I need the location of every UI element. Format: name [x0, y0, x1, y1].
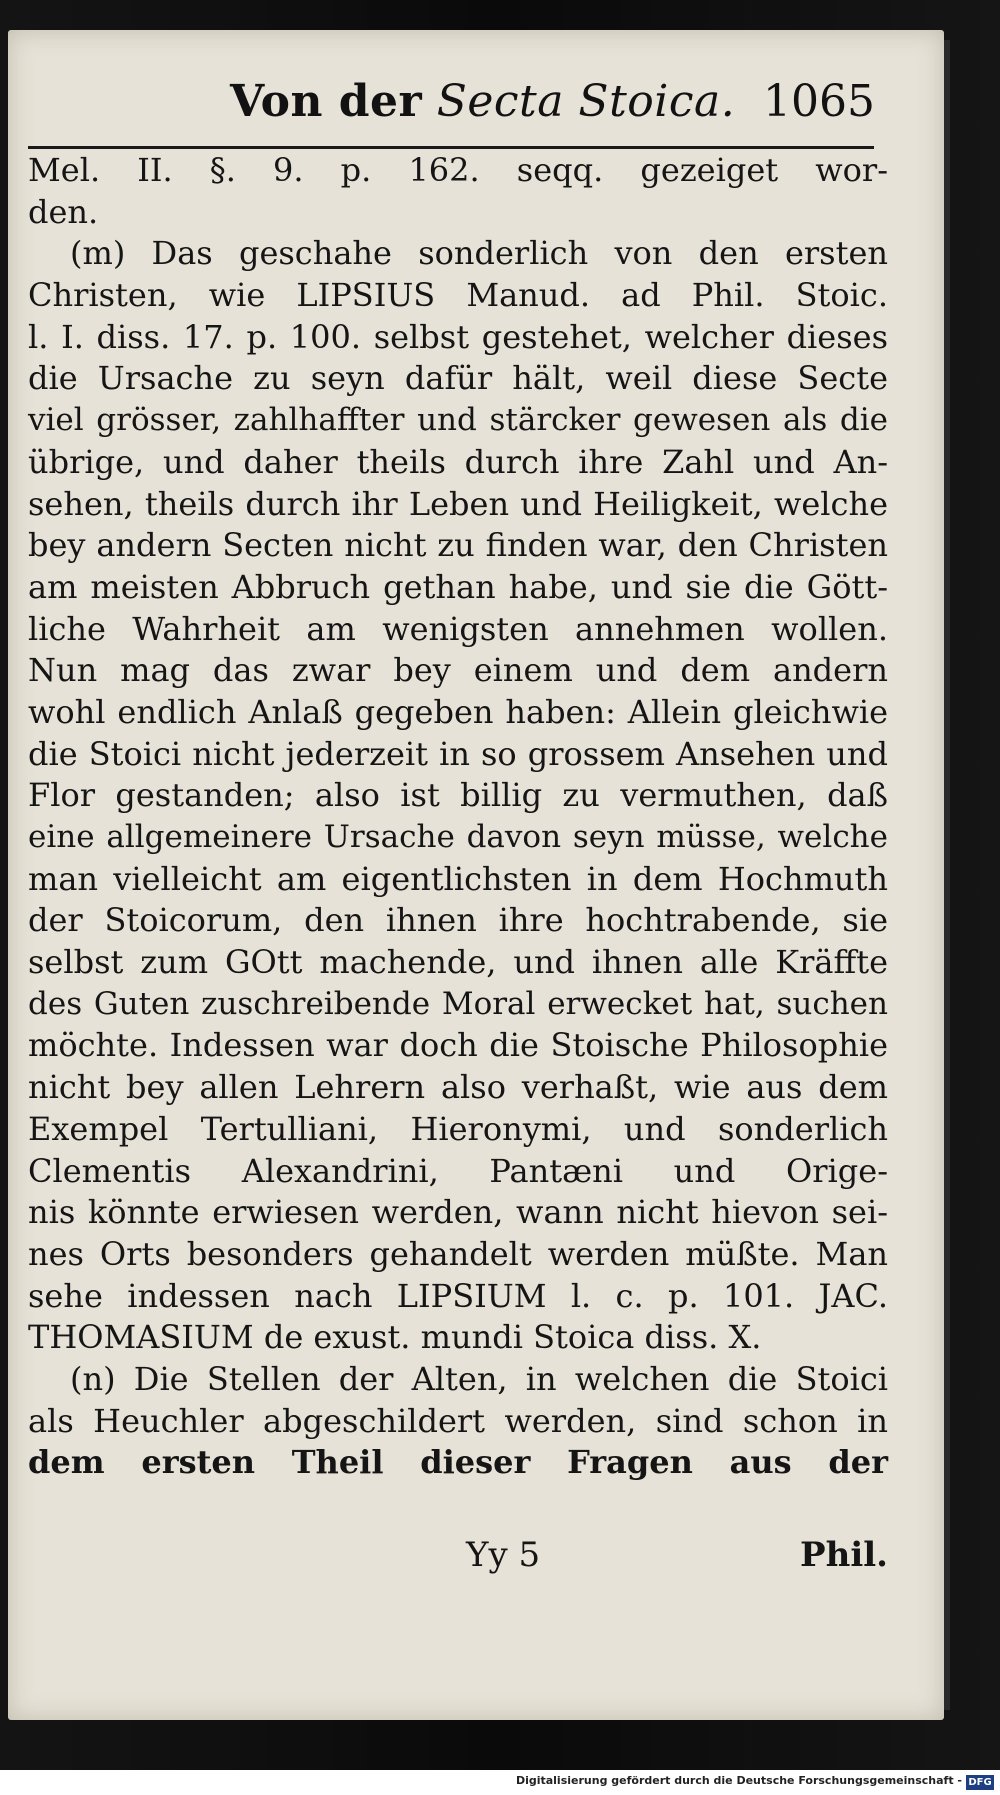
text-line: des Guten zuschreibende Moral erwecket hat, suchen — [28, 985, 888, 1022]
text-line: Exempel Tertulliani, Hieronymi, und sonderlich — [28, 1109, 888, 1148]
text-line: als Heuchler abgeschildert werden, sind schon in — [28, 1401, 888, 1440]
running-title-latin: Secta Stoica. — [436, 76, 736, 127]
text-line: THOMASIUM de exust. mundi Stoica diss. X. — [28, 1318, 762, 1357]
digitization-footer — [0, 1770, 1000, 1795]
funding-credit: Digitalisierung gefördert durch die Deutsche Forschungsgemeinschaft - — [515, 1774, 962, 1787]
signature-mark: Yy 5 — [466, 1535, 541, 1575]
text-line: selbst zum GOtt machende, und ihnen alle Kräffte — [28, 943, 888, 982]
text-line: nes Orts besonders gehandelt werden müßte. Man — [28, 1234, 888, 1273]
footnote-n-start: (n) Die Stellen der Alten, in welchen die Stoici — [70, 1359, 888, 1398]
text-line: wohl endlich Anlaß gegeben haben: Allein gleichwie — [28, 692, 888, 731]
text-line: liche Wahrheit am wenigsten annehmen wollen. — [28, 609, 888, 648]
text-line: am meisten Abbruch gethan habe, und sie die Gött- — [28, 567, 888, 606]
page-edge-shadow — [944, 40, 950, 1710]
text-line: Nun mag das zwar bey einem und dem andern — [28, 651, 888, 690]
text-line: eine allgemeinere Ursache davon seyn müsse, welche — [28, 819, 888, 855]
running-title — [230, 76, 735, 127]
text-line: Clementis Alexandrini, Pantæni und Orige- — [28, 1151, 888, 1190]
text-line: viel grösser, zahlhaffter und stärcker gewesen als die — [28, 402, 888, 439]
footnote-m-start: (m) Das geschahe sonderlich von den ersten — [70, 234, 888, 273]
running-head — [30, 68, 875, 138]
text-line: sehe indessen nach LIPSIUM l. c. p. 101. JAC. — [28, 1276, 888, 1315]
page-foot — [28, 1535, 888, 1585]
running-title-roman: Von der — [230, 76, 423, 127]
text-line: dem ersten Theil dieser Fragen aus der — [28, 1443, 888, 1482]
text-line: die Stoici nicht jederzeit in so grossem Ansehen und — [28, 734, 888, 773]
page-number: 1065 — [763, 76, 875, 127]
text-line: Mel. II. §. 9. p. 162. seqq. gezeiget wor- — [28, 151, 888, 189]
text-line: den. — [28, 192, 99, 231]
text-line: l. I. diss. 17. p. 100. selbst gestehet, welcher dieses — [28, 317, 888, 356]
body-text — [28, 150, 888, 1484]
text-line: man vielleicht am eigentlichsten in dem Hochmuth — [28, 859, 888, 898]
text-line: nis könnte erwiesen werden, wann nicht hievon sei- — [28, 1193, 888, 1232]
text-line: möchte. Indessen war doch die Stoische Philosophie — [28, 1026, 888, 1065]
dfg-logo: DFG — [966, 1775, 994, 1790]
catchword: Phil. — [800, 1535, 888, 1575]
text-line: nicht bey allen Lehrern also verhaßt, wie aus dem — [28, 1068, 888, 1107]
text-line: die Ursache zu seyn dafür hält, weil diese Secte — [28, 359, 888, 398]
text-line: bey andern Secten nicht zu finden war, den Christen — [28, 526, 888, 565]
text-line: Flor gestanden; also ist billig zu vermuthen, daß — [28, 776, 888, 815]
text-line: Christen, wie LIPSIUS Manud. ad Phil. Stoic. — [28, 276, 888, 315]
text-line: übrige, und daher theils durch ihre Zahl und An- — [28, 442, 888, 481]
header-rule — [28, 146, 874, 149]
text-line: der Stoicorum, den ihnen ihre hochtrabende, sie — [28, 901, 888, 940]
text-line: sehen, theils durch ihr Leben und Heiligkeit, welche — [28, 484, 888, 523]
